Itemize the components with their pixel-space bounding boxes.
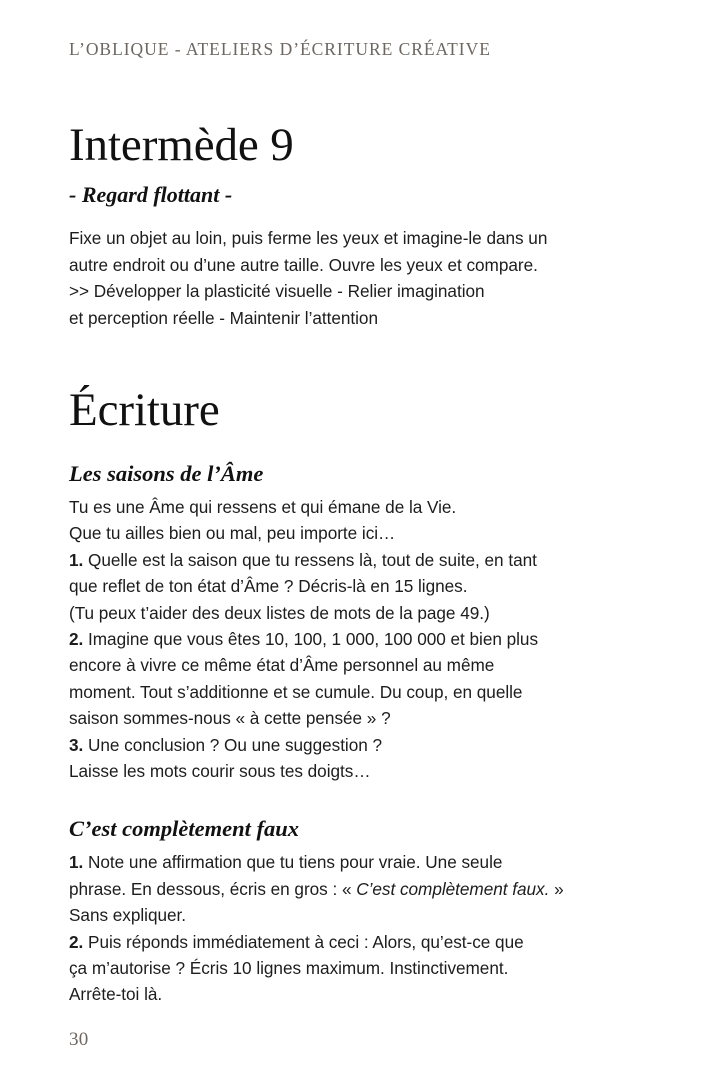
emphasised-quote: C’est complètement faux.: [356, 878, 550, 899]
body-line: Tu es une Âme qui ressens et qui émane de la Vie.: [69, 496, 457, 517]
list-number: 2.: [69, 931, 84, 952]
exercise-body-faux: [69, 849, 655, 1007]
body-line: 3. Une conclusion ? Ou une suggestion ?: [69, 734, 383, 755]
interlude-subtitle: - Regard flottant -: [69, 182, 233, 207]
body-line: Arrête-toi là.: [69, 984, 163, 1005]
body-line: 2. Puis réponds immédiatement à ceci : Alors, qu’est-ce que: [69, 931, 524, 952]
body-line: Fixe un objet au loin, puis ferme les yeux et imagine-le dans un: [69, 228, 548, 249]
exercise-heading-saisons: Les saisons de l’Âme: [69, 460, 264, 486]
body-line: (Tu peux t’aider des deux listes de mots de la page 49.): [69, 602, 490, 623]
exercise-body-saisons: [69, 494, 655, 784]
body-line: moment. Tout s’additionne et se cumule. Du coup, en quelle: [69, 681, 523, 702]
body-line: et perception réelle - Maintenir l’attention: [69, 307, 378, 328]
body-line: que reflet de ton état d’Âme ? Décris-là en 15 lignes.: [69, 576, 468, 597]
exercise-heading-faux: C’est complètement faux: [69, 816, 299, 842]
list-number: 2.: [69, 628, 84, 649]
interlude-title: Intermède 9: [69, 119, 294, 171]
list-number: 3.: [69, 734, 84, 755]
body-line: phrase. En dessous, écris en gros : « C’est complètement faux. »: [69, 878, 564, 899]
body-line: ça m’autorise ? Écris 10 lignes maximum. Instinctivement.: [69, 958, 509, 979]
running-header: L’OBLIQUE - ATELIERS D’ÉCRITURE CRÉATIVE: [69, 39, 491, 59]
page-number: 30: [69, 1029, 89, 1050]
list-number: 1.: [69, 549, 84, 570]
interlude-body: [69, 225, 655, 331]
body-line: saison sommes-nous « à cette pensée » ?: [69, 708, 391, 729]
writing-section-title: Écriture: [69, 383, 220, 436]
body-line: 2. Imagine que vous êtes 10, 100, 1 000, 100 000 et bien plus: [69, 628, 539, 649]
body-line: Sans expliquer.: [69, 905, 187, 926]
body-line: autre endroit ou d’une autre taille. Ouvre les yeux et compare.: [69, 254, 538, 275]
body-line: Laisse les mots courir sous tes doigts…: [69, 760, 371, 781]
body-line: 1. Note une affirmation que tu tiens pour vraie. Une seule: [69, 852, 503, 873]
body-line: encore à vivre ce même état d’Âme personnel au même: [69, 655, 495, 676]
body-line: Que tu ailles bien ou mal, peu importe ici…: [69, 523, 396, 544]
body-line: 1. Quelle est la saison que tu ressens là, tout de suite, en tant: [69, 549, 537, 570]
list-number: 1.: [69, 852, 84, 873]
body-line: >> Développer la plasticité visuelle - Relier imagination: [69, 281, 485, 302]
